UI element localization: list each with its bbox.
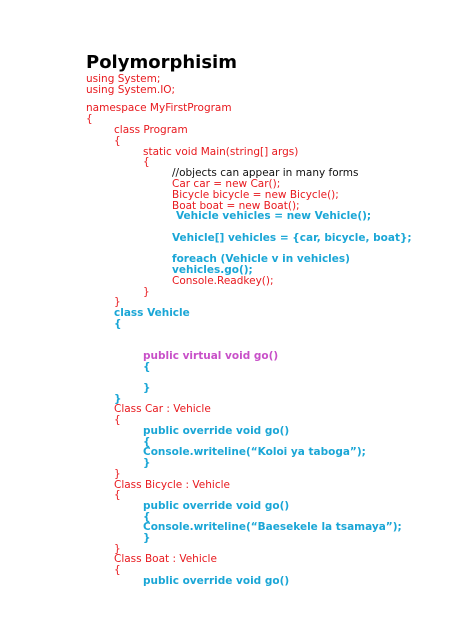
- code-line: {: [114, 414, 121, 426]
- code-line: //objects can appear in many forms: [172, 167, 359, 179]
- code-line: {: [143, 511, 151, 523]
- code-line: {: [114, 318, 122, 330]
- code-line: }: [114, 393, 122, 405]
- code-line: Class Boat : Vehicle: [114, 553, 217, 565]
- document-title: Polymorphisim: [86, 52, 237, 73]
- code-line: Car car = new Car();: [172, 178, 281, 190]
- code-line: using System.IO;: [86, 84, 176, 96]
- code-line: namespace MyFirstProgram: [86, 102, 232, 114]
- code-line: Vehicle[] vehicles = {car, bicycle, boat};: [172, 232, 412, 244]
- code-line: }: [143, 457, 151, 469]
- code-line: class Program: [114, 124, 188, 136]
- code-line: }: [143, 382, 151, 394]
- code-line: {: [143, 361, 151, 373]
- code-line: Console.writeline(“Koloi ya taboga”);: [143, 446, 366, 458]
- code-line: class Vehicle: [114, 307, 190, 319]
- code-line: }: [143, 286, 150, 298]
- code-line: Bicycle bicycle = new Bicycle();: [172, 189, 339, 201]
- code-line: }: [114, 296, 121, 308]
- code-line: {: [143, 156, 150, 168]
- code-line: using System;: [86, 73, 161, 85]
- code-line: {: [114, 489, 121, 501]
- code-line: Class Bicycle : Vehicle: [114, 479, 230, 491]
- code-line: Console.Readkey();: [172, 275, 274, 287]
- code-line: {: [114, 564, 121, 576]
- code-line: Vehicle vehicles = new Vehicle();: [176, 210, 372, 222]
- code-line: Boat boat = new Boat();: [172, 200, 300, 212]
- code-line: foreach (Vehicle v in vehicles): [172, 253, 350, 265]
- code-line: }: [143, 532, 151, 544]
- code-line: Console.writeline(“Baesekele la tsamaya”);: [143, 521, 402, 533]
- code-line: Class Car : Vehicle: [114, 403, 211, 415]
- code-line: vehicles.go();: [172, 264, 253, 276]
- code-line: public override void go(): [143, 425, 290, 437]
- code-line: {: [86, 113, 93, 125]
- code-line: public override void go(): [143, 575, 290, 587]
- code-line: {: [114, 135, 121, 147]
- code-line: }: [114, 543, 121, 555]
- code-line: }: [114, 468, 121, 480]
- code-line: static void Main(string[] args): [143, 146, 299, 158]
- code-line: public virtual void go(): [143, 350, 279, 362]
- code-line: public override void go(): [143, 500, 290, 512]
- code-line: {: [143, 436, 151, 448]
